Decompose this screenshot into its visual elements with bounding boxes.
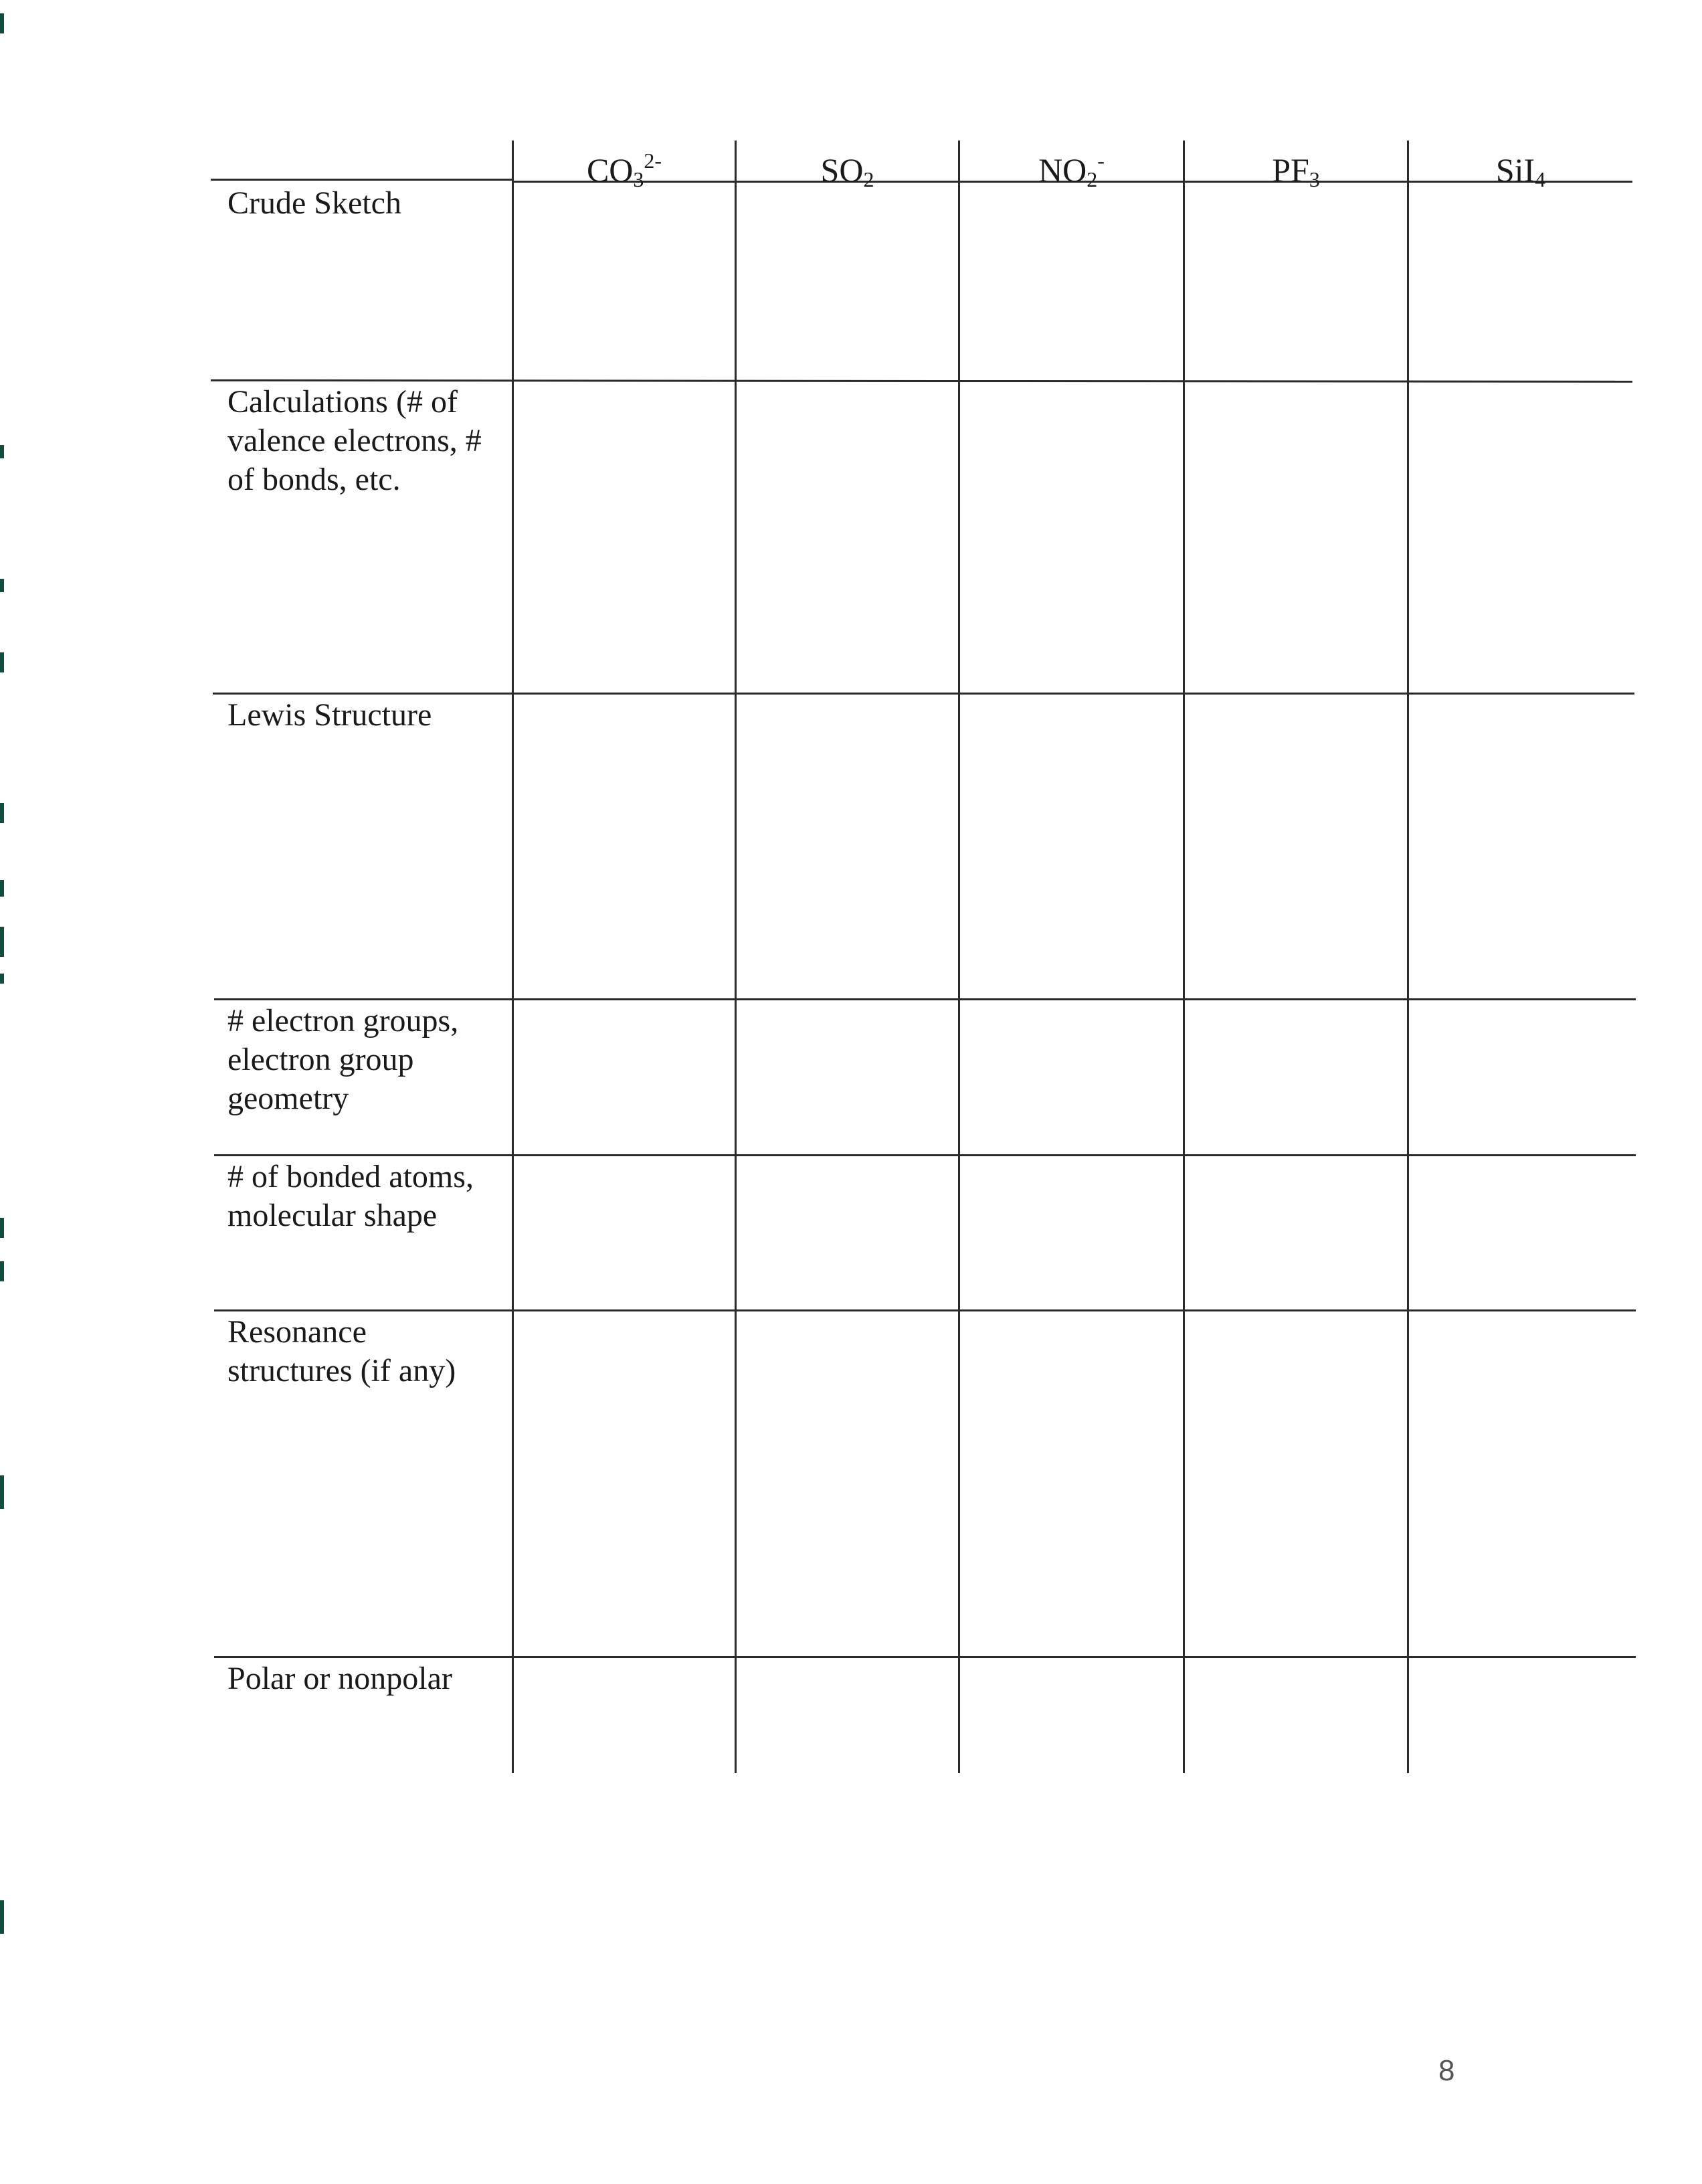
column-header-so2 xyxy=(737,137,958,191)
scan-edge-mark xyxy=(0,445,4,458)
scan-edge-mark xyxy=(0,1218,4,1238)
formula-charge: 2- xyxy=(644,149,662,173)
scan-edge-mark xyxy=(0,974,4,984)
scan-edge-mark xyxy=(0,579,4,592)
row-label-polarity: Polar or nonpolar xyxy=(227,1661,452,1696)
formula-base: CO xyxy=(586,151,634,189)
formula-subscript: 2 xyxy=(863,167,874,191)
row-label-electron-groups: # electron groups, electron group geometry xyxy=(227,1003,459,1116)
row-label-lewis-structure: Lewis Structure xyxy=(227,697,432,733)
row-rule xyxy=(213,693,1634,695)
column-rule xyxy=(1407,141,1409,1773)
formula-subscript: 4 xyxy=(1535,167,1546,191)
scan-edge-mark xyxy=(0,1475,4,1509)
scan-edge-mark xyxy=(0,13,4,33)
column-header-sii4 xyxy=(1409,137,1632,191)
column-header-pf3 xyxy=(1185,137,1407,191)
row-label-crude-sketch: Crude Sketch xyxy=(227,185,401,221)
row-label-resonance: Resonance structures (if any) xyxy=(227,1314,456,1388)
scan-edge-mark xyxy=(0,1900,4,1934)
formula-base: PF xyxy=(1272,151,1309,189)
column-rule xyxy=(735,141,737,1773)
scan-edge-mark xyxy=(0,880,4,897)
formula-charge: - xyxy=(1097,149,1105,173)
column-rule xyxy=(1183,141,1185,1773)
scan-edge-mark xyxy=(0,803,4,823)
row-label-calculations: Calculations (# of valence electrons, # of bonds, etc. xyxy=(227,384,482,497)
column-header-co3 xyxy=(514,137,735,191)
row-rule xyxy=(214,1309,1636,1311)
row-label-bonded-atoms: # of bonded atoms, molecular shape xyxy=(227,1159,474,1233)
formula-base: NO xyxy=(1038,151,1087,189)
scan-edge-mark xyxy=(0,652,4,672)
page-number: 8 xyxy=(1438,2054,1455,2087)
formula-subscript: 3 xyxy=(633,167,644,191)
formula-base: SO xyxy=(820,151,864,189)
row-rule xyxy=(214,998,1636,1000)
formula-subscript: 3 xyxy=(1309,167,1320,191)
row-rule xyxy=(211,179,512,181)
row-rule xyxy=(214,1656,1636,1658)
formula-base: SiI xyxy=(1495,151,1535,189)
formula-subscript: 2 xyxy=(1086,167,1098,191)
scan-edge-mark xyxy=(0,927,4,957)
column-header-no2 xyxy=(960,137,1183,191)
row-rule xyxy=(214,1154,1636,1156)
column-rule xyxy=(512,141,514,1773)
scan-edge-mark xyxy=(0,1261,4,1281)
column-rule xyxy=(958,141,960,1773)
